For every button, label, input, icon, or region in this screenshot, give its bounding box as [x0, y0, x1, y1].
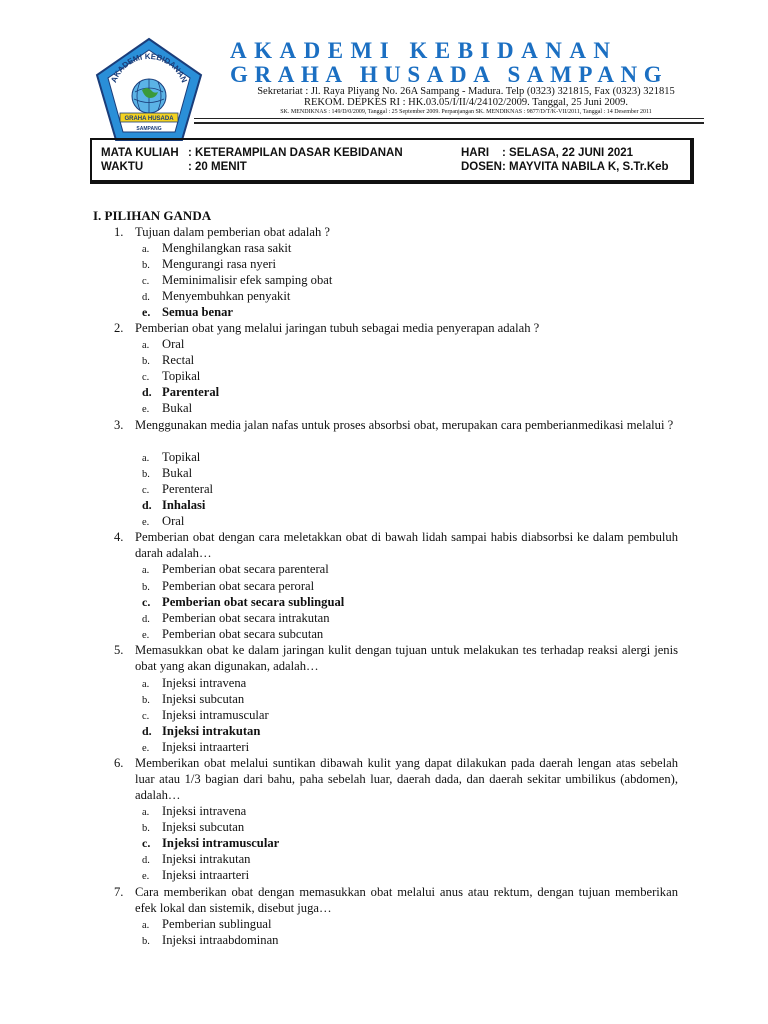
option-letter: c.	[142, 485, 150, 496]
option-text: Topikal	[162, 450, 201, 464]
question-1	[114, 224, 678, 240]
exam-info-box	[90, 138, 694, 184]
option-text: Pemberian obat secara subcutan	[162, 627, 324, 641]
option-text: Parenteral	[162, 385, 220, 399]
option-text: Oral	[162, 514, 185, 528]
option-item	[142, 400, 192, 418]
question-5	[114, 642, 678, 674]
option-text: Semua benar	[162, 305, 234, 319]
option-letter: d.	[142, 385, 152, 399]
option-letter: a.	[142, 340, 150, 351]
question-text: Memberikan obat melalui suntikan dibawah kulit yang dapat dilakukan pada daerah lengan atas sebelah luar atau 1/3 bagian dari bahu, paha sebelah luar, daerah dada, dan daerah sekitar umbilikus (abdomen), adalah…	[135, 756, 678, 802]
option-text: Inhalasi	[162, 498, 206, 512]
academy-logo	[90, 36, 208, 154]
question-text: Tujuan dalam pemberian obat adalah ?	[135, 225, 331, 239]
option-letter: a.	[142, 920, 150, 931]
course-value: : KETERAMPILAN DASAR KEBIDANAN	[188, 147, 403, 159]
question-text: Pemberian obat dengan cara meletakkan obat di bawah lidah sampai habis diabsorbsi ke dalam pembuluh darah adalah…	[135, 530, 678, 560]
question-text: Memasukkan obat ke dalam jaringan kulit dengan tujuan untuk melakukan tes terhadap reaksi alergi jenis obat yang akan digunakan, adalah…	[135, 643, 678, 673]
option-letter: b.	[142, 260, 150, 271]
address-line-1: Sekretariat : Jl. Raya Pliyang No. 26A Sampang - Madura. Telp (0323) 321815, Fax (0323) 321815	[257, 86, 675, 97]
option-text: Injeksi subcutan	[162, 820, 245, 834]
option-letter: d.	[142, 855, 150, 866]
institution-title-line2: GRAHA HUSADA SAMPANG	[230, 62, 669, 87]
option-letter: c.	[142, 595, 151, 609]
option-text: Menghilangkan rasa sakit	[162, 241, 292, 255]
option-text: Injeksi intramuscular	[162, 836, 280, 850]
logo-text-top: AKADEMI KEBIDANAN	[109, 51, 189, 84]
option-letter: a.	[142, 453, 150, 464]
option-text: Pemberian obat secara intrakutan	[162, 611, 330, 625]
option-item-answer	[142, 304, 233, 320]
option-text: Pemberian obat secara peroral	[162, 579, 315, 593]
question-number: 1.	[114, 225, 124, 239]
question-text: Menggunakan media jalan nafas untuk proses absorbsi obat, merupakan cara pemberianmedikasi melalui ?	[135, 418, 674, 432]
question-3	[114, 417, 678, 433]
option-letter: e.	[142, 305, 151, 319]
question-number: 7.	[114, 885, 124, 899]
option-letter: b.	[142, 695, 150, 706]
option-text: Injeksi intraabdominan	[162, 933, 279, 947]
option-letter: c.	[142, 372, 150, 383]
option-text: Injeksi subcutan	[162, 692, 245, 706]
option-text: Injeksi intraarteri	[162, 868, 250, 882]
option-item-answer	[142, 835, 279, 851]
option-letter: c.	[142, 711, 150, 722]
option-text: Injeksi intrakutan	[162, 852, 251, 866]
question-6	[114, 755, 678, 803]
option-letter: a.	[142, 807, 150, 818]
option-letter: d.	[142, 724, 152, 738]
question-text: Cara memberikan obat dengan memasukkan obat melalui anus atau rektum, dengan tujuan memberikan efek lokal dan sistemik, disebut juga…	[135, 885, 678, 915]
option-text: Pemberian obat secara parenteral	[162, 562, 329, 576]
question-4	[114, 529, 678, 561]
option-text: Bukal	[162, 401, 193, 415]
option-text: Injeksi intravena	[162, 676, 247, 690]
option-letter: e.	[142, 630, 150, 641]
question-2	[114, 320, 678, 336]
logo-text-bottom: SAMPANG	[136, 126, 162, 132]
option-letter: c.	[142, 836, 151, 850]
question-7	[114, 884, 678, 916]
option-letter: b.	[142, 356, 150, 367]
option-letter: b.	[142, 823, 150, 834]
option-item	[142, 867, 249, 885]
option-letter: a.	[142, 679, 150, 690]
option-letter: a.	[142, 244, 150, 255]
question-number: 4.	[114, 530, 124, 544]
option-text: Injeksi intravena	[162, 804, 247, 818]
option-letter: e.	[142, 871, 150, 882]
option-letter: d.	[142, 614, 150, 625]
course-label: MATA KULIAH	[101, 147, 179, 159]
option-letter: a.	[142, 565, 150, 576]
header-divider-thin	[194, 118, 704, 119]
option-text: Injeksi intrakutan	[162, 724, 261, 738]
time-label: WAKTU	[101, 161, 144, 173]
address-line-2: REKOM. DEPKES RI : HK.03.05/I/II/4/24102/2009. Tanggal, 25 Juni 2009.	[304, 97, 628, 108]
option-letter: e.	[142, 404, 150, 415]
header-divider-thick	[194, 122, 704, 124]
option-letter: d.	[142, 292, 150, 303]
option-text: Oral	[162, 337, 185, 351]
option-item-answer	[142, 723, 260, 739]
option-item	[142, 561, 329, 579]
option-text: Injeksi intramuscular	[162, 708, 269, 722]
time-value: : 20 MENIT	[188, 161, 247, 173]
option-item-answer	[142, 594, 344, 610]
option-item-answer	[142, 497, 205, 513]
option-letter: b.	[142, 469, 150, 480]
option-text: Menyembuhkan penyakit	[162, 289, 291, 303]
option-text: Meminimalisir efek samping obat	[162, 273, 333, 287]
option-text: Rectal	[162, 353, 195, 367]
question-text: Pemberian obat yang melalui jaringan tubuh sebagai media penyerapan adalah ?	[135, 321, 540, 335]
logo-text-banner: GRAHA HUSADA	[124, 116, 174, 122]
option-letter: c.	[142, 276, 150, 287]
option-text: Pemberian sublingual	[162, 917, 272, 931]
option-text: Topikal	[162, 369, 201, 383]
option-letter: d.	[142, 498, 152, 512]
address-line-3: SK. MENDIKNAS : 149/D/0/2009, Tanggal : 25 September 2009. Perpanjangan SK. MENDIKNAS : 9877/D/T/K-VII/2011, Tanggal : 14 Desember 2011	[280, 109, 652, 115]
option-letter: b.	[142, 936, 150, 947]
option-letter: b.	[142, 582, 150, 593]
option-text: Mengurangi rasa nyeri	[162, 257, 277, 271]
question-number: 5.	[114, 643, 124, 657]
option-letter: e.	[142, 743, 150, 754]
option-letter: e.	[142, 517, 150, 528]
option-text: Perenteral	[162, 482, 214, 496]
option-text: Bukal	[162, 466, 193, 480]
lecturer-label: DOSEN	[461, 161, 502, 173]
institution-title-line1: AKADEMI KEBIDANAN	[230, 38, 618, 63]
lecturer-value: : MAYVITA NABILA K, S.Tr.Keb	[502, 161, 669, 173]
question-number: 3.	[114, 418, 124, 432]
question-number: 2.	[114, 321, 124, 335]
day-label: HARI	[461, 147, 490, 159]
question-number: 6.	[114, 756, 124, 770]
option-text: Injeksi intraarteri	[162, 740, 250, 754]
option-text: Pemberian obat secara sublingual	[162, 595, 345, 609]
option-item	[142, 932, 278, 950]
day-value: : SELASA, 22 JUNI 2021	[502, 147, 634, 159]
option-item-answer	[142, 384, 219, 400]
section-title: I. PILIHAN GANDA	[93, 208, 212, 223]
